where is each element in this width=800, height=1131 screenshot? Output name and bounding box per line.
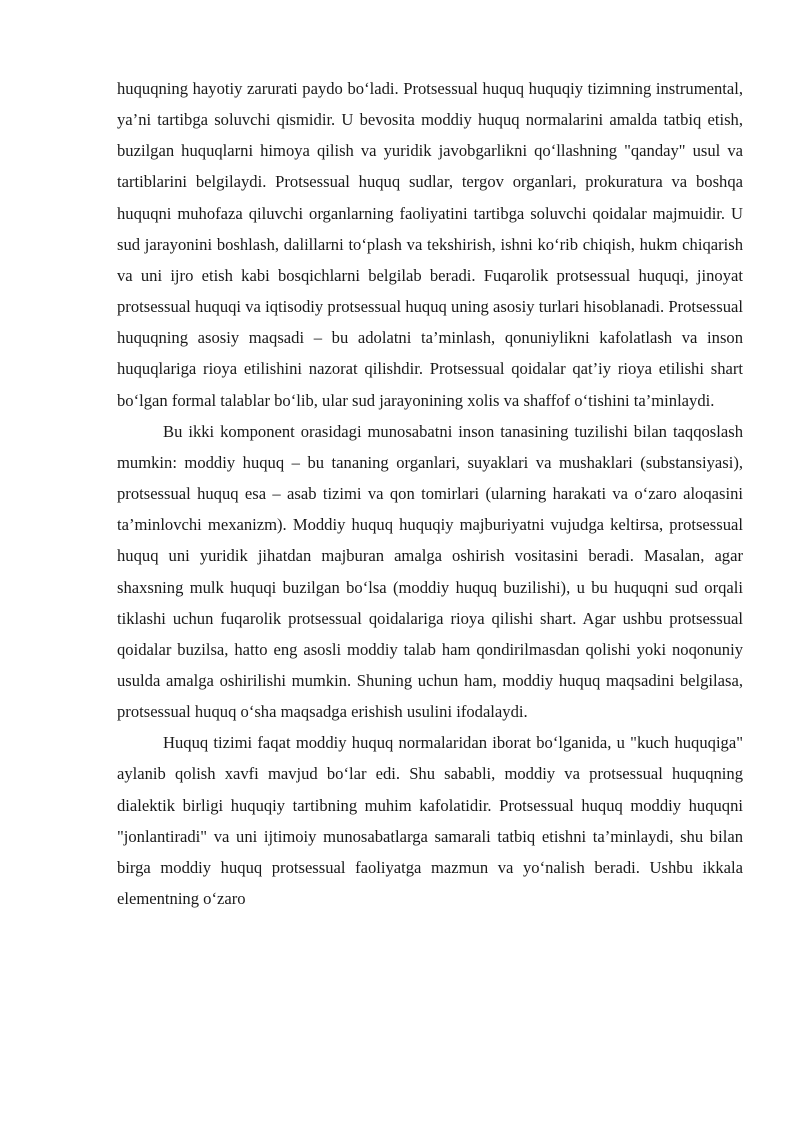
paragraph-continuation: huquqning hayotiy zarurati paydo bo‘ladi. Protsessual huquq huquqiy tizimning instrumental, ya’ni tartibga soluvchi qismidir. U bevosita moddiy huquq normalarini amalda tatbiq etish, buzilgan huquqlarni himoya qilish va yuridik javobgarlikni qo‘llashning "qanday" usul va tartiblarini belgilaydi. Protsessual huquq sudlar, tergov organlari, prokuratura va boshqa huquqni muhofaza qiluvchi organlarning faoliyatini tartibga soluvchi qoidalar majmuidir. U sud jarayonini boshlash, dalillarni to‘plash va tekshirish, ishni ko‘rib chiqish, hukm chiqarish va uni ijro etish kabi bosqichlarni belgilab beradi. Fuqarolik protsessual huquqi, jinoyat protsessual huquqi va iqtisodiy protsessual huquq uning asosiy turlari hisoblanadi. Protsessual huquqning asosiy maqsadi – bu adolatni ta’minlash, qonuniylikni kafolatlash va inson huquqlariga rioya etilishini nazorat qilishdir. Protsessual qoidalar qat’iy rioya etilishi shart bo‘lgan formal talablar bo‘lib, ular sud jarayonining xolis va shaffof o‘tishini ta’minlaydi.	[117, 79, 743, 410]
body-text	[117, 73, 743, 914]
paragraph-comparison: Bu ikki komponent orasidagi munosabatni inson tanasining tuzilishi bilan taqqoslash mumkin: moddiy huquq – bu tananing organlari, suyaklari va mushaklari (substansiyasi), protsessual huquq esa – asab tizimi va qon tomirlari (ularning harakati va o‘zaro aloqasini ta’minlovchi mexanizm). Moddiy huquq huquqiy majburiyatni vujudga keltirsa, protsessual huquq uni yuridik jihatdan majburan amalga oshirish vositasini beradi. Masalan, agar shaxsning mulk huquqi buzilgan bo‘lsa (moddiy huquq buzilishi), u bu huquqni sud orqali tiklashi uchun fuqarolik protsessual qoidalariga rioya qilishi shart. Agar ushbu protsessual qoidalar buzilsa, hatto eng asosli moddiy talab ham qondirilmasdan qolishi yoki noqonuniy usulda amalga oshirilishi mumkin. Shuning uchun ham, moddiy huquq maqsadini belgilasa, protsessual huquq o‘sha maqsadga erishish usulini ifodalaydi.	[117, 421, 743, 722]
paragraph-legal-system: Huquq tizimi faqat moddiy huquq normalaridan iborat bo‘lganida, u "kuch huquqiga" aylanib qolish xavfi mavjud bo‘lar edi. Shu sababli, moddiy va protsessual huquqning dialektik birligi huquqiy tartibning muhim kafolatidir. Protsessual huquq moddiy huquqni "jonlantiradi" va uni ijtimoiy munosabatlarga samarali tatbiq etishni ta’minlaydi, shu bilan birga moddiy huquq protsessual faoliyatga mazmun va yo‘nalish beradi. Ushbu ikkala elementning o‘zaro	[117, 733, 743, 909]
